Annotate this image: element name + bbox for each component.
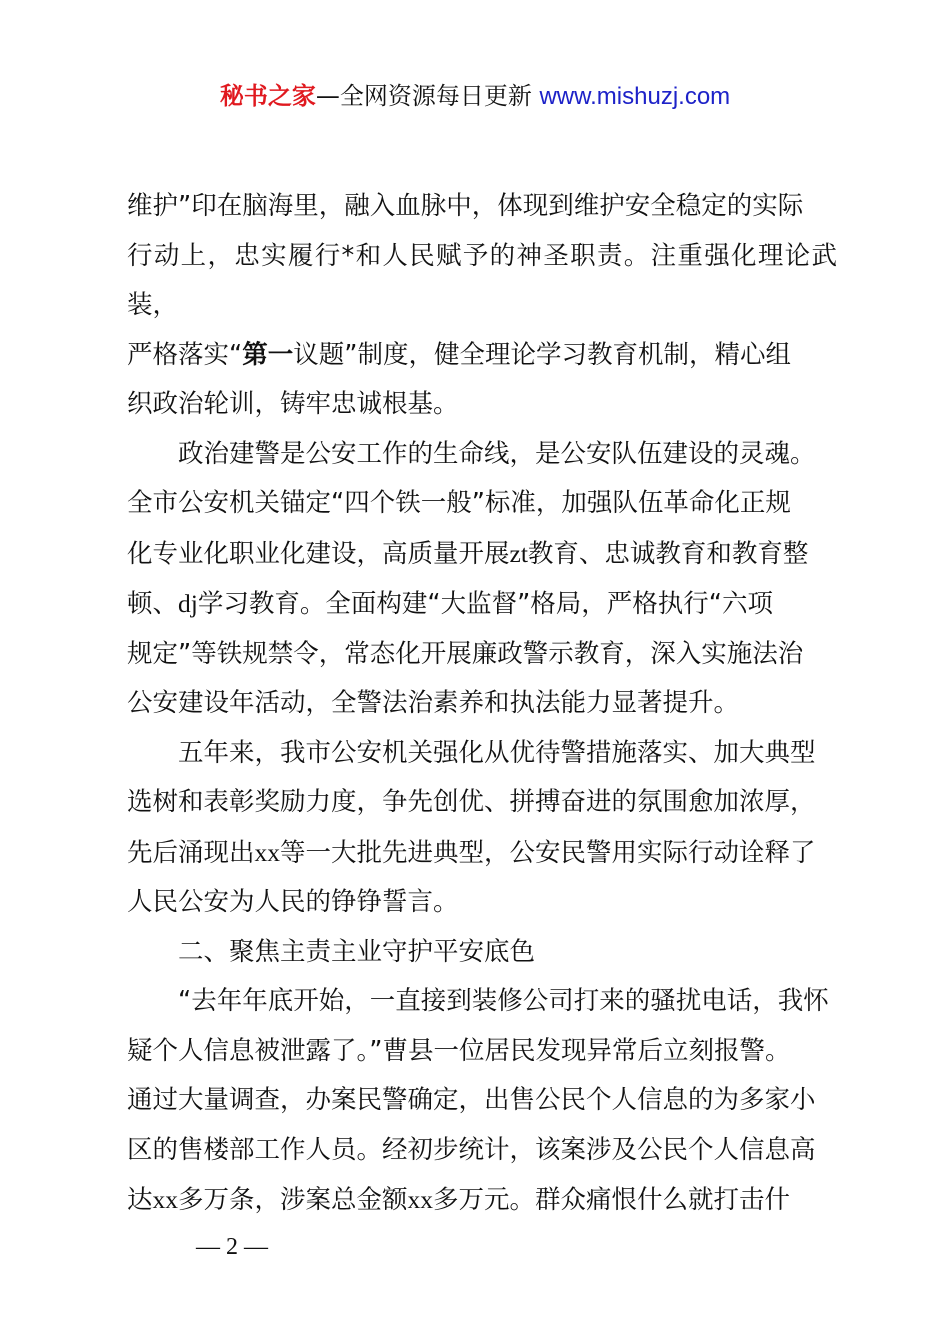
paragraph-line: 织政治轮训，铸牢忠诚根基。 xyxy=(127,389,459,419)
paragraph-line: 五年来，我市公安机关强化从优待警措施落实、加大典型 xyxy=(178,737,816,768)
banner-slogan: —全网资源每日更新 xyxy=(315,82,540,110)
paragraph-line: 人民公安为人民的铮铮誓言。 xyxy=(127,887,459,917)
brand-name: 秘书之家 xyxy=(219,82,316,110)
bold-term: 第一 xyxy=(242,339,294,370)
paragraph-line: 全市公安机关锚定“四个铁一般”标准，加强队伍革命化正规 xyxy=(127,488,791,518)
paragraph-line: 严格落实“第一议题”制度，健全理论学习教育机制，精心组 xyxy=(127,339,791,370)
page-number: — 2 — xyxy=(196,1234,268,1260)
paragraph-line: 先后涌现出xx等一大批先进典型，公安民警用实际行动诠释了 xyxy=(127,837,816,868)
paragraph-line: 化专业化职业化建设，高质量开展zt教育、忠诚教育和教育整 xyxy=(127,538,809,569)
site-banner xyxy=(0,80,950,113)
paragraph-line: 维护”印在脑海里，融入血脉中，体现到维护安全稳定的实际 xyxy=(127,191,804,221)
paragraph-line: 规定”等铁规禁令，常态化开展廉政警示教育，深入实施法治 xyxy=(127,638,804,669)
paragraph-line: 顿、dj学习教育。全面构建“大监督”格局，严格执行“六项 xyxy=(127,589,773,619)
paragraph-line: 疑个人信息被泄露了。”曹县一位居民发现异常后立刻报警。 xyxy=(127,1035,791,1066)
paragraph-line: 达xx多万条，涉案总金额xx多万元。群众痛恨什么就打击什 xyxy=(127,1185,791,1215)
site-url-link[interactable]: www.mishuzj.com xyxy=(539,83,731,110)
paragraph-line: 公安建设年活动，全警法治素养和执法能力显著提升。 xyxy=(127,688,740,718)
paragraph-line: 行动上，忠实履行*和人民赋予的神圣职责。注重强化理论武装， xyxy=(127,240,837,320)
paragraph-line: “去年年底开始，一直接到装修公司打来的骚扰电话，我怀 xyxy=(178,986,829,1016)
paragraph-line: 政治建警是公安工作的生命线，是公安队伍建设的灵魂。 xyxy=(178,438,816,469)
section-heading: 二、聚焦主责主业守护平安底色 xyxy=(178,936,536,967)
paragraph-line: 通过大量调查，办案民警确定，出售公民个人信息的为多家小 xyxy=(127,1085,816,1115)
paragraph-line: 区的售楼部工作人员。经初步统计，该案涉及公民个人信息高 xyxy=(127,1134,816,1165)
paragraph-line: 选树和表彰奖励力度，争先创优、拼搏奋进的氛围愈加浓厚， xyxy=(127,787,816,817)
document-body xyxy=(127,182,837,1226)
